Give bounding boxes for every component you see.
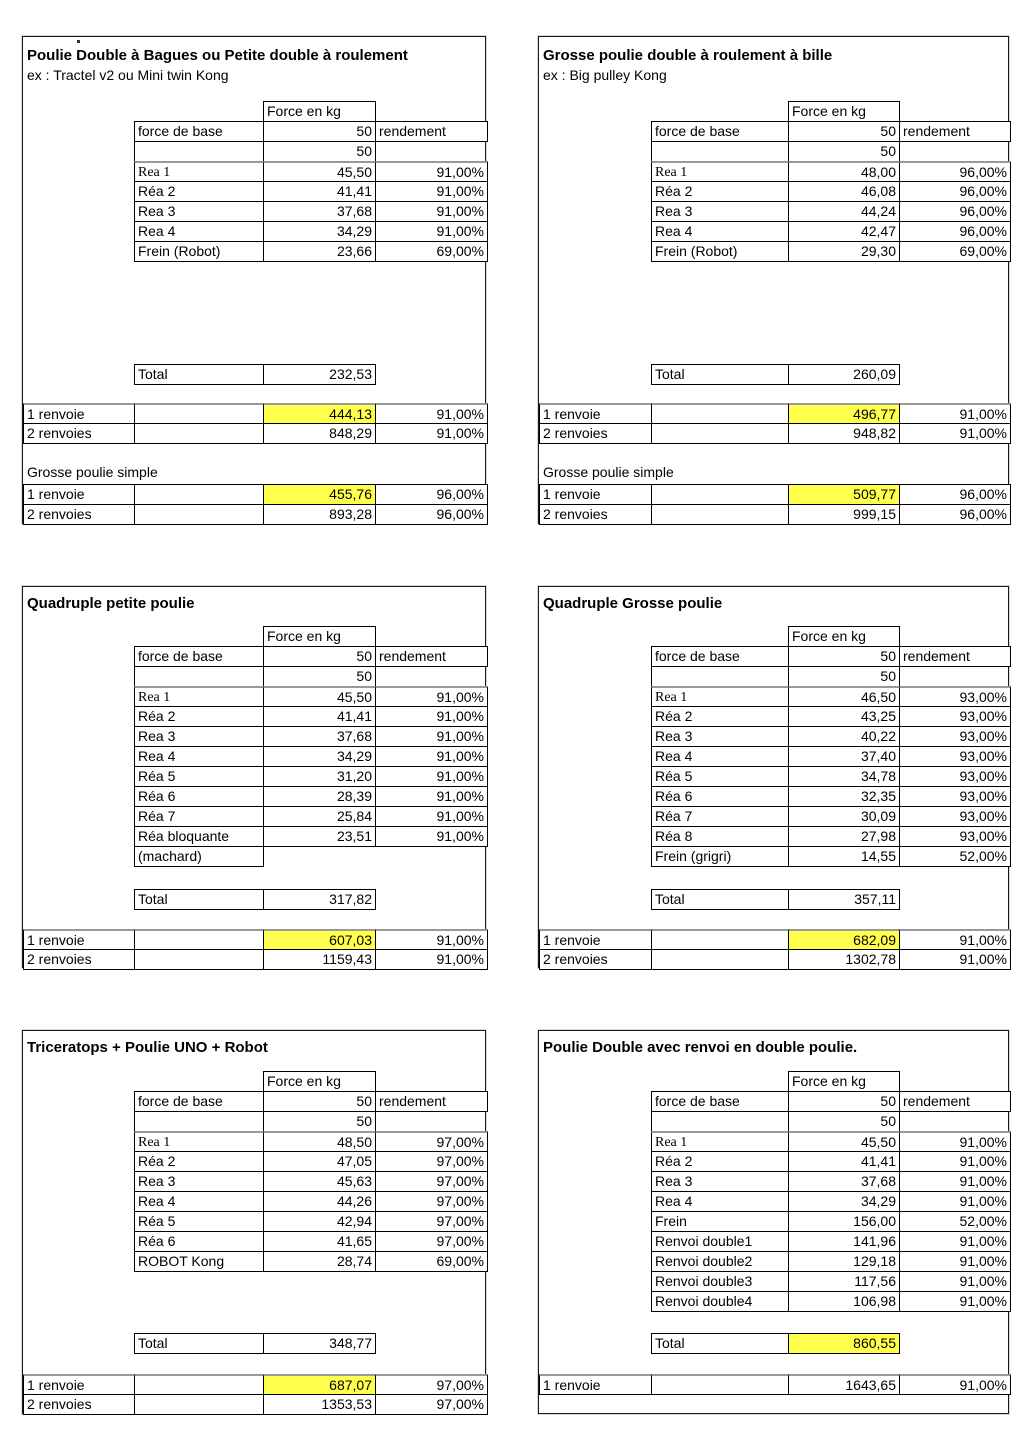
pulley-section: [538, 1030, 1009, 1414]
row-label-cell: Rea 3: [134, 1171, 264, 1192]
row-value-cell: 32,35: [788, 786, 900, 807]
total-label-cell: Total: [651, 1333, 789, 1354]
force-en-kg-header-cell: Force en kg: [788, 1071, 900, 1092]
force-de-base-value-cell: 50: [788, 121, 900, 142]
renvoie-rendement-cell: 91,00%: [899, 403, 1011, 424]
row-label-cell: Réa bloquante: [134, 826, 264, 847]
renvoie-value-cell: 496,77: [788, 403, 900, 424]
sub-renvoie-label-cell: 1 renvoie: [539, 484, 652, 505]
row-value-cell: 42,47: [788, 221, 900, 242]
sub-renvoie-rendement-cell: 96,00%: [375, 504, 488, 525]
row-value-cell: 37,40: [788, 746, 900, 767]
renvoie-rendement-cell: 91,00%: [375, 949, 488, 970]
row-label-continuation-cell: (machard): [134, 846, 264, 867]
row-label-cell: Renvoi double4: [651, 1291, 789, 1312]
force-de-base-label-cell: force de base: [651, 646, 789, 667]
renvoie-blank-cell: [134, 403, 264, 424]
row-value-cell: 31,20: [263, 766, 376, 787]
sub-renvoie-blank-cell: [134, 504, 264, 525]
row-rendement-cell: 96,00%: [899, 221, 1011, 242]
row-value-cell: 23,51: [263, 826, 376, 847]
base-value-2-cell: 50: [788, 141, 900, 162]
base-value-2-cell: 50: [788, 1111, 900, 1132]
row-label-cell: Rea 1: [134, 1131, 264, 1152]
row-rendement-cell: 91,00%: [375, 826, 488, 847]
force-de-base-value-cell: 50: [788, 646, 900, 667]
renvoie-rendement-cell: 91,00%: [899, 949, 1011, 970]
renvoie-rendement-cell: 91,00%: [375, 423, 488, 444]
renvoie-rendement-cell: 97,00%: [375, 1394, 488, 1415]
row-value-cell: 34,29: [263, 746, 376, 767]
row-label-cell: Rea 1: [651, 1131, 789, 1152]
row-rendement-cell: 93,00%: [899, 826, 1011, 847]
row-label-cell: Rea 1: [134, 161, 264, 182]
renvoie-value-cell: 1159,43: [263, 949, 376, 970]
force-de-base-value-cell: 50: [263, 1091, 376, 1112]
section-title: Quadruple Grosse poulie: [543, 595, 723, 612]
row-label-cell: Rea 3: [651, 1171, 789, 1192]
row-value-cell: 46,50: [788, 686, 900, 707]
row-value-cell: 37,68: [263, 726, 376, 747]
row-label-cell: Rea 4: [651, 221, 789, 242]
section-subtitle: ex : Big pulley Kong: [543, 67, 667, 83]
row-value-cell: 45,50: [263, 161, 376, 182]
total-label-cell: Total: [134, 1333, 264, 1354]
sub-block-title: Grosse poulie simple: [27, 464, 158, 480]
section-title: Grosse poulie double à roulement à bille: [543, 47, 833, 64]
renvoie-blank-cell: [134, 949, 264, 970]
renvoie-value-cell: 687,07: [263, 1374, 376, 1395]
row-value-cell: 45,63: [263, 1171, 376, 1192]
row-label-cell: Réa 2: [134, 706, 264, 727]
rendement-header-cell: rendement: [375, 1091, 488, 1112]
blank-label-cell: [651, 141, 789, 162]
section-title: Poulie Double avec renvoi en double poulie.: [543, 1039, 858, 1056]
row-value-cell: 129,18: [788, 1251, 900, 1272]
renvoie-blank-cell: [651, 1374, 789, 1395]
row-label-cell: Réa 7: [134, 806, 264, 827]
pulley-section: [538, 586, 1009, 968]
rendement-header-cell: rendement: [375, 121, 488, 142]
row-value-cell: 27,98: [788, 826, 900, 847]
row-label-cell: Renvoi double3: [651, 1271, 789, 1292]
row-value-cell: 40,22: [788, 726, 900, 747]
force-de-base-label-cell: force de base: [134, 646, 264, 667]
row-label-cell: Frein (Robot): [651, 241, 789, 262]
row-rendement-cell: 91,00%: [375, 786, 488, 807]
row-label-cell: Réa 2: [651, 1151, 789, 1172]
renvoie-label-cell: 1 renvoie: [539, 403, 652, 424]
base-value-2-cell: 50: [263, 141, 376, 162]
row-label-cell: Réa 2: [651, 706, 789, 727]
row-label-cell: Réa 5: [651, 766, 789, 787]
renvoie-rendement-cell: 97,00%: [375, 1374, 488, 1395]
row-value-cell: 37,68: [263, 201, 376, 222]
row-value-cell: 14,55: [788, 846, 900, 867]
row-label-cell: Rea 3: [134, 201, 264, 222]
row-label-cell: Rea 3: [651, 201, 789, 222]
renvoie-label-cell: 2 renvoies: [539, 423, 652, 444]
row-rendement-cell: 93,00%: [899, 746, 1011, 767]
row-label-cell: ROBOT Kong: [134, 1251, 264, 1272]
base-value-2-cell: 50: [263, 666, 376, 687]
base-value-2-cell: 50: [263, 1111, 376, 1132]
section-title: Triceratops + Poulie UNO + Robot: [27, 1039, 268, 1056]
row-label-cell: Renvoi double2: [651, 1251, 789, 1272]
row-label-cell: Rea 1: [134, 686, 264, 707]
total-value-cell: 357,11: [788, 889, 900, 910]
row-label-cell: Réa 2: [134, 181, 264, 202]
row-value-cell: 106,98: [788, 1291, 900, 1312]
renvoie-value-cell: 1353,53: [263, 1394, 376, 1415]
row-rendement-cell: 91,00%: [899, 1251, 1011, 1272]
force-en-kg-header-cell: Force en kg: [788, 101, 900, 122]
section-title: Poulie Double à Bagues ou Petite double à roulement: [27, 47, 408, 64]
row-value-cell: 43,25: [788, 706, 900, 727]
row-rendement-cell: 91,00%: [375, 766, 488, 787]
renvoie-rendement-cell: 91,00%: [375, 403, 488, 424]
row-rendement-cell: 97,00%: [375, 1151, 488, 1172]
rendement-header-cell: rendement: [899, 121, 1011, 142]
stray-mark: [77, 40, 80, 43]
force-de-base-value-cell: 50: [263, 646, 376, 667]
row-rendement-cell: 69,00%: [375, 241, 488, 262]
row-label-cell: Réa 5: [134, 1211, 264, 1232]
renvoie-blank-cell: [651, 403, 789, 424]
renvoie-label-cell: 2 renvoies: [23, 949, 135, 970]
renvoie-label-cell: 1 renvoie: [23, 1374, 135, 1395]
row-value-cell: 23,66: [263, 241, 376, 262]
sub-renvoie-rendement-cell: 96,00%: [375, 484, 488, 505]
row-rendement-cell: 91,00%: [899, 1271, 1011, 1292]
row-rendement-cell: 69,00%: [375, 1251, 488, 1272]
row-rendement-cell: 91,00%: [899, 1171, 1011, 1192]
row-rendement-cell: 93,00%: [899, 726, 1011, 747]
renvoie-value-cell: 1302,78: [788, 949, 900, 970]
row-value-cell: 46,08: [788, 181, 900, 202]
renvoie-rendement-cell: 91,00%: [375, 929, 488, 950]
row-value-cell: 45,50: [263, 686, 376, 707]
renvoie-label-cell: 2 renvoies: [539, 949, 652, 970]
renvoie-blank-cell: [651, 423, 789, 444]
row-rendement-cell: 93,00%: [899, 706, 1011, 727]
blank-label-cell: [134, 666, 264, 687]
row-value-cell: 34,29: [788, 1191, 900, 1212]
force-de-base-value-cell: 50: [263, 121, 376, 142]
pulley-section: [22, 36, 486, 524]
sub-renvoie-value-cell: 455,76: [263, 484, 376, 505]
renvoie-blank-cell: [134, 1374, 264, 1395]
row-label-cell: Rea 3: [651, 726, 789, 747]
row-value-cell: 30,09: [788, 806, 900, 827]
row-label-cell: Rea 4: [651, 746, 789, 767]
row-value-cell: 25,84: [263, 806, 376, 827]
row-label-cell: Rea 1: [651, 686, 789, 707]
blank-label-cell: [134, 141, 264, 162]
row-value-cell: 42,94: [263, 1211, 376, 1232]
force-de-base-label-cell: force de base: [651, 121, 789, 142]
row-label-cell: Réa 2: [651, 181, 789, 202]
blank-label-cell: [651, 1111, 789, 1132]
row-rendement-cell: 97,00%: [375, 1211, 488, 1232]
row-value-cell: 48,50: [263, 1131, 376, 1152]
row-value-cell: 47,05: [263, 1151, 376, 1172]
row-label-cell: Rea 4: [134, 746, 264, 767]
row-label-cell: Réa 6: [651, 786, 789, 807]
row-label-cell: Rea 3: [134, 726, 264, 747]
blank-label-cell: [134, 1111, 264, 1132]
force-de-base-label-cell: force de base: [134, 1091, 264, 1112]
row-value-cell: 41,41: [263, 181, 376, 202]
renvoie-label-cell: 1 renvoie: [539, 929, 652, 950]
force-en-kg-header-cell: Force en kg: [263, 1071, 376, 1092]
renvoie-blank-cell: [134, 1394, 264, 1415]
row-rendement-cell: 93,00%: [899, 686, 1011, 707]
row-label-cell: Frein (Robot): [134, 241, 264, 262]
force-de-base-value-cell: 50: [788, 1091, 900, 1112]
blank-label-cell: [651, 666, 789, 687]
total-label-cell: Total: [651, 889, 789, 910]
row-rendement-cell: 93,00%: [899, 786, 1011, 807]
row-rendement-cell: 91,00%: [375, 746, 488, 767]
rendement-header-cell: rendement: [899, 1091, 1011, 1112]
row-rendement-cell: 93,00%: [899, 766, 1011, 787]
force-en-kg-header-cell: Force en kg: [263, 626, 376, 647]
total-value-cell: 232,53: [263, 364, 376, 385]
total-label-cell: Total: [134, 364, 264, 385]
rendement-header-cell: rendement: [899, 646, 1011, 667]
row-value-cell: 28,74: [263, 1251, 376, 1272]
pulley-section: [22, 1030, 486, 1414]
total-value-cell: 317,82: [263, 889, 376, 910]
force-en-kg-header-cell: Force en kg: [263, 101, 376, 122]
row-label-cell: Rea 4: [134, 221, 264, 242]
row-rendement-cell: 52,00%: [899, 846, 1011, 867]
rendement-header-cell: rendement: [375, 646, 488, 667]
row-label-cell: Frein: [651, 1211, 789, 1232]
row-label-cell: Rea 1: [651, 161, 789, 182]
row-rendement-cell: 93,00%: [899, 806, 1011, 827]
renvoie-label-cell: 1 renvoie: [23, 929, 135, 950]
section-title: Quadruple petite poulie: [27, 595, 195, 612]
renvoie-blank-cell: [134, 929, 264, 950]
base-value-2-cell: 50: [788, 666, 900, 687]
pulley-section: [538, 36, 1009, 524]
row-rendement-cell: 97,00%: [375, 1231, 488, 1252]
row-rendement-cell: 91,00%: [375, 726, 488, 747]
row-value-cell: 45,50: [788, 1131, 900, 1152]
sub-renvoie-value-cell: 509,77: [788, 484, 900, 505]
renvoie-blank-cell: [651, 949, 789, 970]
row-rendement-cell: 96,00%: [899, 161, 1011, 182]
renvoie-value-cell: 607,03: [263, 929, 376, 950]
force-en-kg-header-cell: Force en kg: [788, 626, 900, 647]
row-value-cell: 48,00: [788, 161, 900, 182]
row-label-cell: Réa 8: [651, 826, 789, 847]
row-rendement-cell: 96,00%: [899, 181, 1011, 202]
row-value-cell: 156,00: [788, 1211, 900, 1232]
sub-renvoie-rendement-cell: 96,00%: [899, 504, 1011, 525]
row-value-cell: 34,29: [263, 221, 376, 242]
row-rendement-cell: 91,00%: [375, 806, 488, 827]
row-rendement-cell: 69,00%: [899, 241, 1011, 262]
row-label-cell: Rea 4: [134, 1191, 264, 1212]
row-label-cell: Réa 6: [134, 1231, 264, 1252]
renvoie-blank-cell: [651, 929, 789, 950]
row-value-cell: 44,24: [788, 201, 900, 222]
renvoie-value-cell: 1643,65: [788, 1374, 900, 1395]
row-value-cell: 28,39: [263, 786, 376, 807]
row-label-cell: Réa 6: [134, 786, 264, 807]
row-rendement-cell: 91,00%: [375, 201, 488, 222]
sub-renvoie-label-cell: 1 renvoie: [23, 484, 135, 505]
row-label-cell: Réa 2: [134, 1151, 264, 1172]
total-label-cell: Total: [651, 364, 789, 385]
row-rendement-cell: 97,00%: [375, 1171, 488, 1192]
total-label-cell: Total: [134, 889, 264, 910]
sub-renvoie-rendement-cell: 96,00%: [899, 484, 1011, 505]
row-rendement-cell: 91,00%: [899, 1191, 1011, 1212]
sub-renvoie-value-cell: 893,28: [263, 504, 376, 525]
sub-renvoie-blank-cell: [651, 484, 789, 505]
force-de-base-label-cell: force de base: [134, 121, 264, 142]
renvoie-rendement-cell: 91,00%: [899, 929, 1011, 950]
row-label-cell: Réa 7: [651, 806, 789, 827]
total-value-cell: 348,77: [263, 1333, 376, 1354]
row-value-cell: 37,68: [788, 1171, 900, 1192]
row-rendement-cell: 96,00%: [899, 201, 1011, 222]
total-value-cell: 860,55: [788, 1333, 900, 1354]
row-label-cell: Rea 4: [651, 1191, 789, 1212]
row-rendement-cell: 91,00%: [375, 221, 488, 242]
sub-renvoie-blank-cell: [134, 484, 264, 505]
row-rendement-cell: 91,00%: [375, 686, 488, 707]
renvoie-label-cell: 2 renvoies: [23, 1394, 135, 1415]
row-label-cell: Renvoi double1: [651, 1231, 789, 1252]
renvoie-label-cell: 1 renvoie: [23, 403, 135, 424]
row-rendement-cell: 91,00%: [375, 161, 488, 182]
row-value-cell: 41,41: [263, 706, 376, 727]
renvoie-value-cell: 682,09: [788, 929, 900, 950]
row-label-cell: Frein (grigri): [651, 846, 789, 867]
row-rendement-cell: 91,00%: [375, 706, 488, 727]
row-rendement-cell: 97,00%: [375, 1191, 488, 1212]
pulley-section: [22, 586, 486, 968]
row-value-cell: 41,41: [788, 1151, 900, 1172]
row-label-cell: Réa 5: [134, 766, 264, 787]
sub-renvoie-blank-cell: [651, 504, 789, 525]
row-rendement-cell: 52,00%: [899, 1211, 1011, 1232]
renvoie-value-cell: 848,29: [263, 423, 376, 444]
renvoie-value-cell: 444,13: [263, 403, 376, 424]
renvoie-label-cell: 1 renvoie: [539, 1374, 652, 1395]
row-rendement-cell: 91,00%: [899, 1231, 1011, 1252]
row-value-cell: 117,56: [788, 1271, 900, 1292]
row-value-cell: 29,30: [788, 241, 900, 262]
row-rendement-cell: 91,00%: [899, 1151, 1011, 1172]
sub-renvoie-label-cell: 2 renvoies: [23, 504, 135, 525]
row-value-cell: 41,65: [263, 1231, 376, 1252]
total-value-cell: 260,09: [788, 364, 900, 385]
sub-renvoie-value-cell: 999,15: [788, 504, 900, 525]
renvoie-rendement-cell: 91,00%: [899, 423, 1011, 444]
row-value-cell: 141,96: [788, 1231, 900, 1252]
row-value-cell: 44,26: [263, 1191, 376, 1212]
row-rendement-cell: 91,00%: [899, 1291, 1011, 1312]
renvoie-rendement-cell: 91,00%: [899, 1374, 1011, 1395]
sub-renvoie-label-cell: 2 renvoies: [539, 504, 652, 525]
row-rendement-cell: 91,00%: [375, 181, 488, 202]
renvoie-value-cell: 948,82: [788, 423, 900, 444]
renvoie-label-cell: 2 renvoies: [23, 423, 135, 444]
force-de-base-label-cell: force de base: [651, 1091, 789, 1112]
section-subtitle: ex : Tractel v2 ou Mini twin Kong: [27, 67, 229, 83]
sub-block-title: Grosse poulie simple: [543, 464, 674, 480]
row-value-cell: 34,78: [788, 766, 900, 787]
row-rendement-cell: 91,00%: [899, 1131, 1011, 1152]
renvoie-blank-cell: [134, 423, 264, 444]
row-rendement-cell: 97,00%: [375, 1131, 488, 1152]
